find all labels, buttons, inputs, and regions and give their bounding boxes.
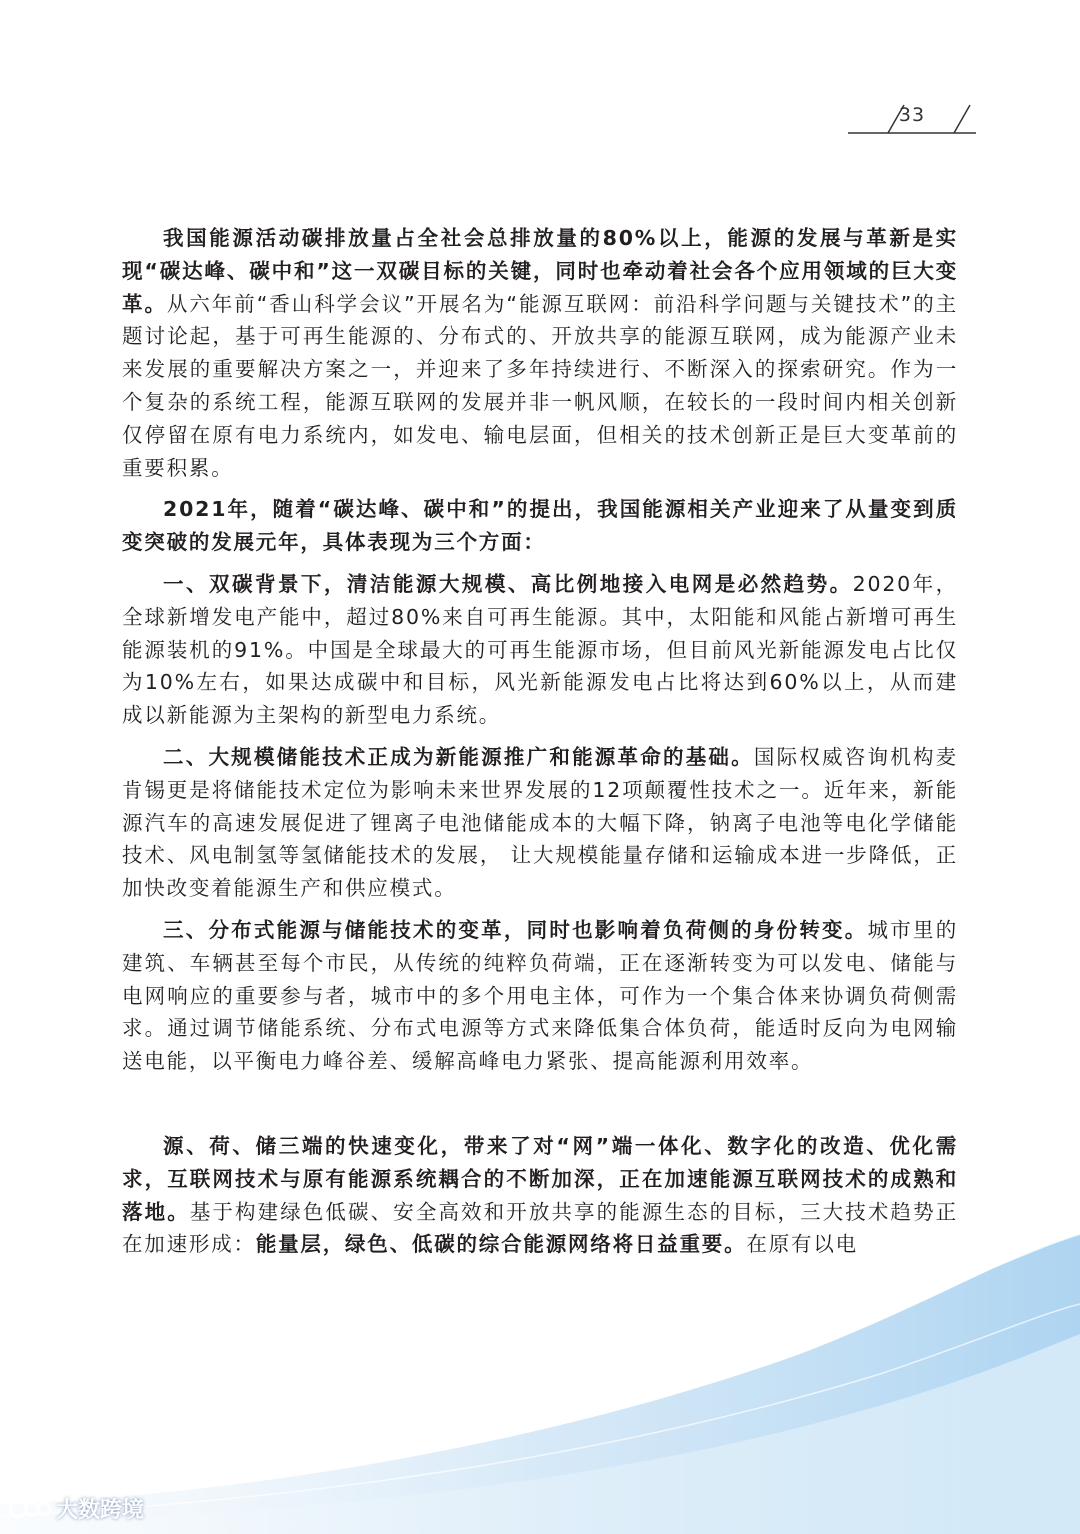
emphasis-text: 一、双碳背景下，清洁能源大规模、高比例地接入电网是必然趋势。 (163, 571, 853, 596)
emphasis-text: 三、分布式能源与储能技术的变革，同时也影响着负荷侧的身份转变。 (163, 917, 868, 942)
paragraph-text: 从六年前“香山科学会议”开展名为“能源互联网：前沿科学问题与关键技术”的主题讨论起，基于可再生能源的、分布式的、开放共享的能源互联网，成为能源产业未来发展的重要解决方案之一，并迎来了多年持续进行、不断深入的探索研究。作为一个复杂的系统工程，能源互联网的发展并非一帆风顺，在较长的一段时间内相关创新仅停留在原有电力系统内，如发电、输电层面，但相关的技术创新正是巨大变革前的重要积累。 (122, 291, 958, 480)
watermark-text: 大数跨境 (56, 1498, 145, 1523)
article-body (122, 222, 958, 1261)
brand-logo-icon (8, 1496, 52, 1522)
paragraph-text: 2020年，全球新增发电产能中，超过80%来自可再生能源。其中，太阳能和风能占新增可再生能源装机的91%。中国是全球最大的可再生能源市场，但目前风光新能源发电占比仅为10%左右，如果达成碳中和目标，风光新能源发电占比将达到60%以上，从而建成以新能源为主架构的新型电力系统。 (122, 571, 958, 728)
paragraph (122, 493, 958, 559)
page-header (846, 100, 978, 136)
paragraph-text: 城市里的建筑、车辆甚至每个市民，从传统的纯粹负荷端，正在逐渐转变为可以发电、储能与电网响应的重要参与者，城市中的多个用电主体，可作为一个集合体来协调负荷侧需求。通过调节储能系统、分布式电源等方式来降低集合体负荷，能适时反向为电网输送电能，以平衡电力峰谷差、缓解高峰电力紧张、提高能源利用效率。 (122, 917, 958, 1074)
emphasis-text: 我国能源活动碳排放量占全社会总排放量的80%以上，能源的发展与革新是实现“碳达峰、碳中和”这一双碳目标的关键，同时也牵动着社会各个应用领域的巨大变革。 (122, 226, 958, 316)
page-number: 33 (898, 104, 926, 126)
paragraph-text: 在原有以电 (746, 1232, 858, 1257)
emphasis-text: 2021年，随着“碳达峰、碳中和”的提出，我国能源相关产业迎来了从量变到质变突破的发展元年，具体表现为三个方面： (122, 497, 958, 555)
emphasis-text: 能量层，绿色、低碳的综合能源网络将日益重要。 (255, 1232, 747, 1257)
paragraph (122, 568, 958, 732)
emphasis-text: 二、大规模储能技术正成为新能源推广和能源革命的基础。 (163, 744, 754, 769)
paragraph-text: 基于构建绿色低碳、安全高效和开放共享的能源生态的目标，三大技术趋势正在加速形成： (122, 1199, 958, 1257)
decorative-waves (0, 1194, 1080, 1534)
paragraph-text: 国际权威咨询机构麦肯锡更是将储能技术定位为影响未来世界发展的12项颠覆性技术之一。近年来，新能源汽车的高速发展促进了锂离子电池储能成本的大幅下降，钠离子电池等电化学储能技术、风电制氢等氢储能技术的发展， 让大规模能量存储和运输成本进一步降低，正加快改变着能源生产和供应模式。 (122, 744, 958, 901)
paragraph (122, 914, 958, 1078)
emphasis-text: 源、荷、储三端的快速变化，带来了对“网”端一体化、数字化的改造、优化需求，互联网技术与原有能源系统耦合的不断加深，正在加速能源互联网技术的成熟和落地。 (122, 1133, 958, 1224)
paragraph (122, 222, 958, 484)
paragraph (122, 741, 958, 905)
watermark (8, 1493, 144, 1524)
